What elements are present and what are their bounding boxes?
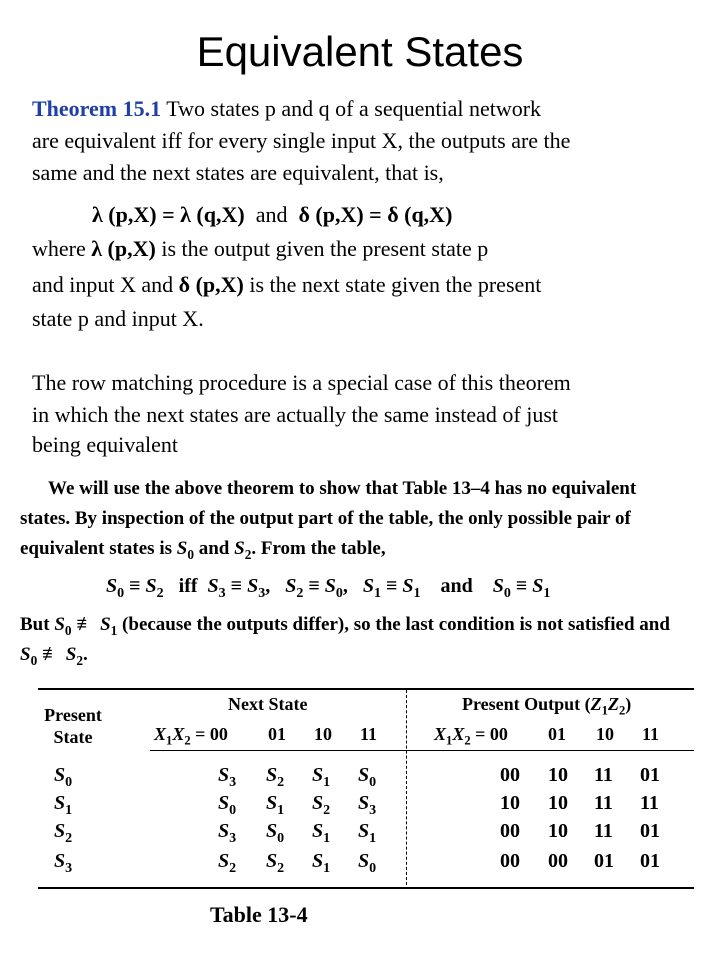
theorem-text-1: Two states p and q of a sequential network [161,96,542,121]
output-cell: 10 [500,792,520,814]
scan-conditions: $S_0 \equiv S_2$ iff $S_3 \equiv S_3$, $S_2 \equiv S_0$, $S_1 \equiv S_1$ and $S_0 \equiv S_1$ [106,575,551,601]
scan-line-2: states. By inspection of the output part of the table, the only possible pair of [20,508,631,529]
scan-final-line: $S_0$ ≢ $S_2$. [20,644,88,668]
output-cell: 11 [594,792,613,814]
output-cell: 00 [500,850,520,872]
output-cell: 11 [594,764,613,786]
scan-but-line: But $S_0$ ≢ $S_1$ (because the outputs differ), so the last condition is not satisfied and [20,614,670,638]
next-state-cell: $S_1$ [312,764,331,790]
next-state-cell: $S_2$ [218,850,237,876]
output-cell: 00 [500,820,520,842]
next-col-11: 11 [360,724,378,744]
next-state-header: Next State [228,694,308,714]
scan-line-3: equivalent states is $S_0$ and $S_2$. From the table, [20,538,386,562]
output-cell: 00 [500,764,520,786]
table-row-state: $S_2$ [54,820,73,846]
output-cell: 01 [594,850,614,872]
theorem-line-2: are equivalent iff for every single input X, the outputs are the [32,128,571,153]
where-lambda: λ (p,X) [91,236,156,261]
theorem-formula [92,200,452,230]
where-line [32,234,488,264]
out-input-label: $X_1X_2 = 00$ [434,724,508,748]
next-state-cell: $S_1$ [312,820,331,846]
present-output-header: Present Output $(Z_1Z_2)$ [462,694,632,718]
output-cell: 01 [640,850,660,872]
theorem-line-1 [32,94,541,124]
next-state-cell: $S_2$ [266,764,285,790]
next-state-cell: $S_1$ [358,820,377,846]
next-state-cell: $S_0$ [358,764,377,790]
out-col-11: 11 [642,724,660,744]
next-col-01: 01 [268,724,286,744]
next-state-cell: $S_1$ [312,850,331,876]
output-cell: 10 [548,792,568,814]
present-state-header: Present State [44,705,102,747]
scan-line-1: We will use the above theorem to show that Table 13–4 has no equivalent [48,478,637,499]
next-state-cell: $S_2$ [266,850,285,876]
where-prefix: where [32,236,92,261]
next-state-cell: $S_0$ [266,820,285,846]
formula-lambda: λ (p,X) = λ (q,X) [92,202,245,227]
next-state-cell: $S_3$ [218,820,237,846]
table-divider [406,690,407,885]
note-line-3: being equivalent [32,432,179,457]
next-state-cell: $S_0$ [358,850,377,876]
and-line [32,270,541,300]
note-line-1: The row matching procedure is a special case of this theorem [32,370,571,395]
theorem-line-3: same and the next states are equivalent, that is, [32,160,444,185]
table-row-state: $S_3$ [54,850,73,876]
next-input-label: $X_1X_2 = 00$ [154,724,228,748]
and-prefix: and input X and [32,272,179,297]
note-line-2: in which the next states are actually the same instead of just [32,402,559,427]
formula-and: and [255,202,288,227]
next-state-cell: $S_0$ [218,792,237,818]
output-cell: 01 [640,764,660,786]
next-state-cell: $S_2$ [312,792,331,818]
next-state-cell: $S_3$ [358,792,377,818]
output-cell: 10 [548,764,568,786]
output-cell: 00 [548,850,568,872]
formula-delta: δ (p,X) = δ (q,X) [298,202,453,227]
output-cell: 11 [640,792,659,814]
table-row-state: $S_0$ [54,764,73,790]
out-col-01: 01 [548,724,566,744]
output-cell: 01 [640,820,660,842]
and-delta: δ (p,X) [178,272,244,297]
next-state-cell: $S_3$ [218,764,237,790]
output-cell: 11 [594,820,613,842]
table-caption: Table 13-4 [210,902,308,927]
page-title: Equivalent States [196,28,524,75]
next-col-10: 10 [314,724,332,744]
next-state-cell: $S_1$ [266,792,285,818]
output-cell: 10 [548,820,568,842]
where-rest: is the output given the present state p [155,236,489,261]
table-header-rule [150,750,694,751]
last-line: state p and input X. [32,306,204,331]
table-row-state: $S_1$ [54,792,73,818]
out-col-10: 10 [596,724,614,744]
theorem-name: Theorem 15.1 [32,96,162,121]
and-rest: is the next state given the present [243,272,542,297]
